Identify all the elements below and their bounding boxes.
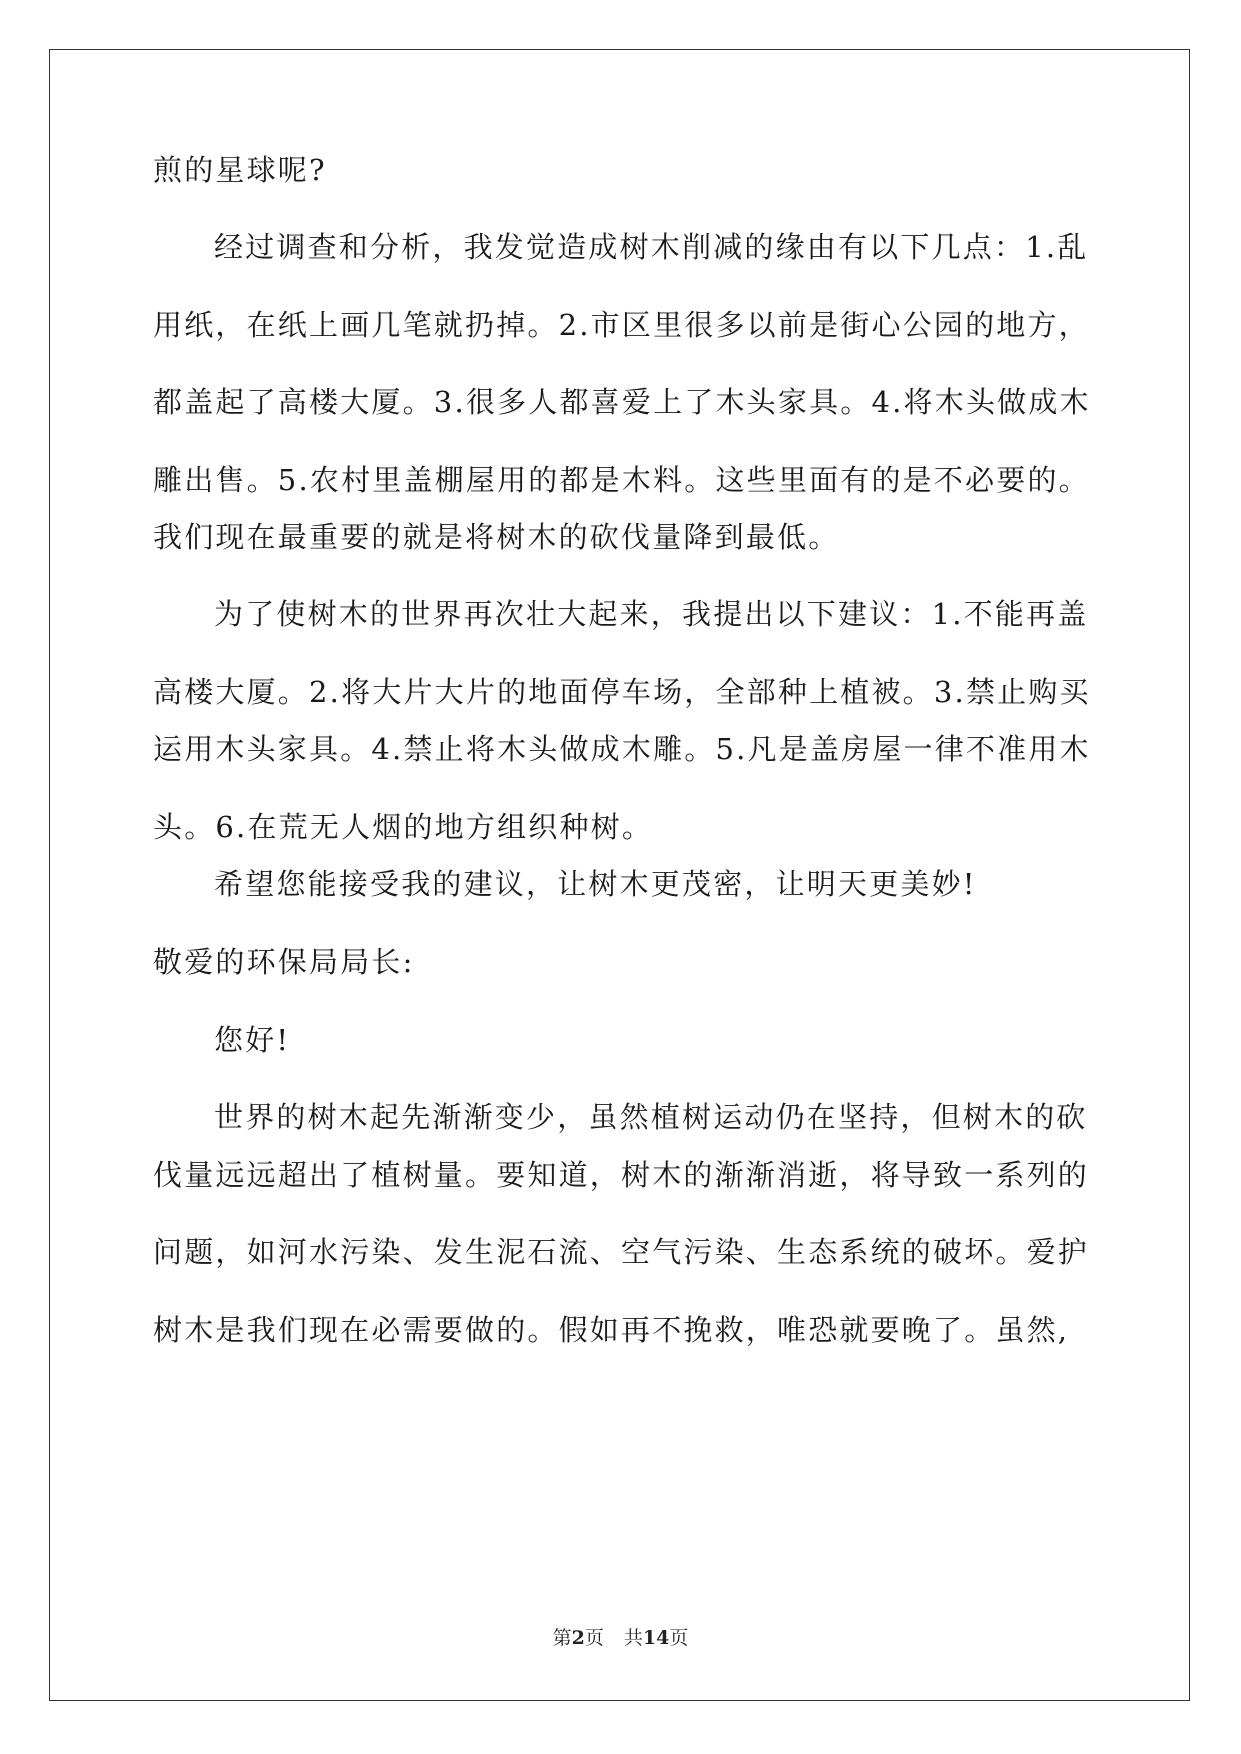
text-line: 伐量远远超出了植树量。要知道，树木的渐渐消逝，将导致一系列的 (153, 1158, 1090, 1192)
text-line: 运用木头家具。4.禁止将木头做成木雕。5.凡是盖房屋一律不准用木 (153, 732, 1091, 766)
text-line: 雕出售。5.农村里盖棚屋用的都是木料。这些里面有的是不必要的。 (153, 463, 1090, 497)
paragraph-start: 希望您能接受我的建议，让树木更茂密，让明天更美妙! (214, 867, 977, 901)
page-number: 2 (571, 1627, 585, 1649)
text-line: 树木是我们现在必需要做的。假如再不挽救，唯恐就要晚了。虽然, (153, 1313, 1070, 1347)
page-prefix: 第 (552, 1627, 572, 1649)
text-line: 都盖起了高楼大厦。3.很多人都喜爱上了木头家具。4.将木头做成木 (153, 385, 1091, 419)
text-line: 问题，如河水污染、发生泥石流、空气污染、生态系统的破坏。爱护 (153, 1235, 1090, 1269)
text-line: 我们现在最重要的就是将树木的砍伐量降到最低。 (153, 520, 840, 554)
page-footer (0, 1626, 1241, 1650)
paragraph-start: 为了使树木的世界再次壮大起来，我提出以下建议：1.不能再盖 (214, 597, 1089, 631)
text-line: 头。6.在荒无人烟的地方组织种树。 (153, 810, 654, 844)
letter-greeting: 您好! (214, 1023, 291, 1057)
total-prefix: 共 (623, 1627, 643, 1649)
paragraph-start: 经过调查和分析，我发觉造成树木削减的缘由有以下几点：1.乱 (214, 230, 1089, 264)
text-line: 高楼大厦。2.将大片大片的地面停车场，全部种上植被。3.禁止购买 (153, 675, 1091, 709)
text-line: 用纸，在纸上画几笔就扔掉。2.市区里很多以前是街心公园的地方， (153, 308, 1090, 342)
paragraph-start: 世界的树木起先渐渐变少，虽然植树运动仍在坚持，但树木的砍 (214, 1100, 1088, 1134)
total-pages: 14 (642, 1627, 670, 1649)
page-suffix: 页 (584, 1627, 604, 1649)
total-suffix: 页 (669, 1627, 689, 1649)
letter-salutation: 敬爱的环保局局长: (153, 945, 415, 979)
text-line: 煎的星球呢? (153, 153, 327, 187)
